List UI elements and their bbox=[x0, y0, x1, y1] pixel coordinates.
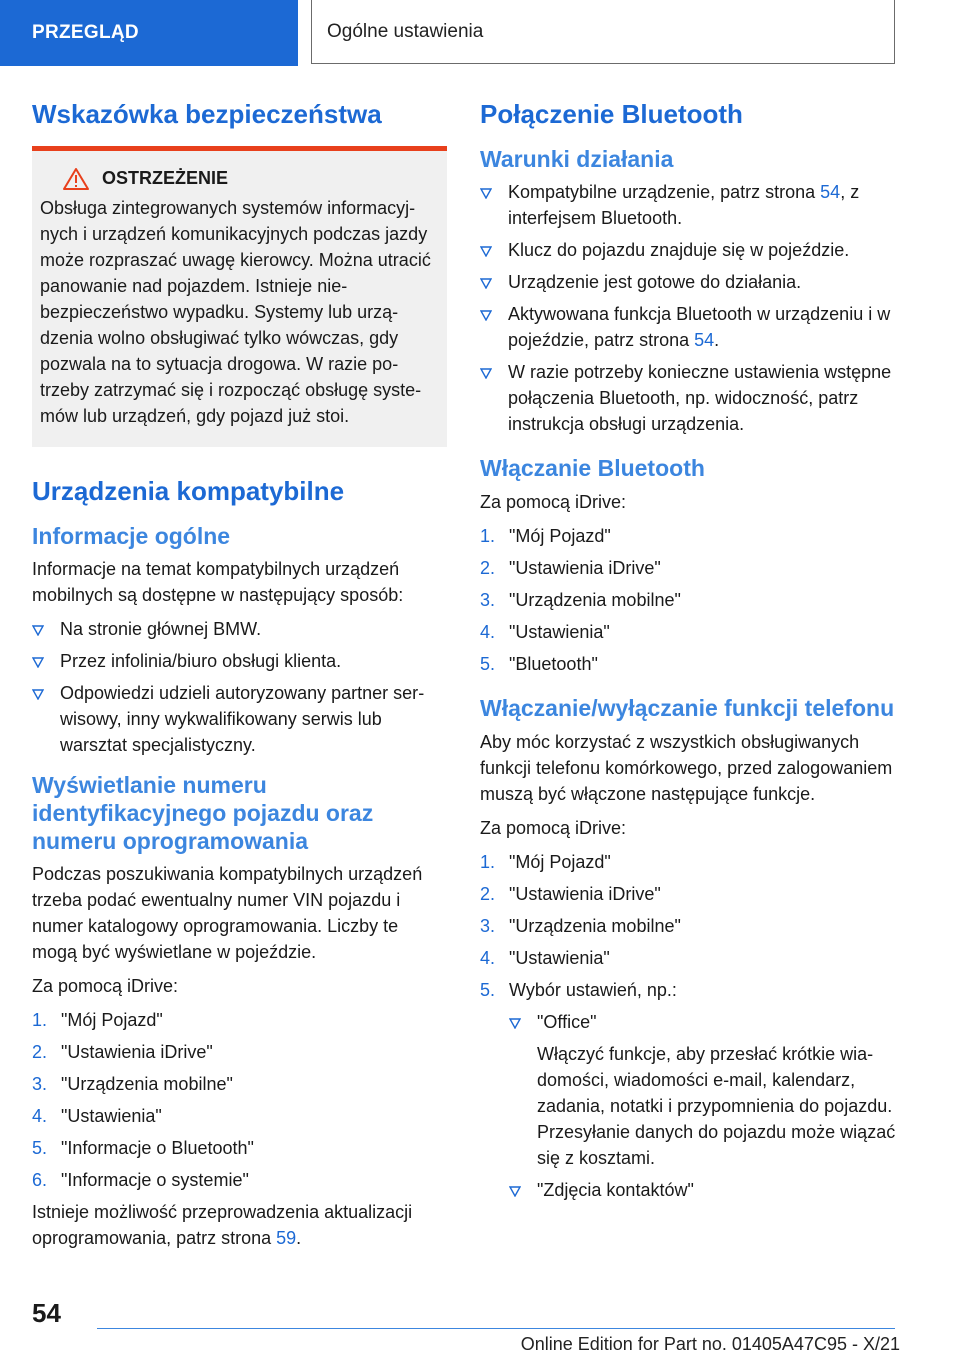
list-item: Aktywowana funkcja Bluetooth w urządzeniu i w pojeździe, patrz strona 54. bbox=[480, 301, 900, 353]
page-link-54[interactable]: 54 bbox=[694, 330, 715, 351]
warning-text: Obsługa zintegrowanych systemów informacyjnych i urządzeń komunikacyjnych podczas jazdy może rozpraszać uwagę kierowcy. Można utracić panowanie nad pojazdem. Istnieje niebezpieczeństwo wypadku. Systemy lub urządzenia wolno obsługiwać tylko wówczas, gdy pozwala na to sytuacja drogowa. W razie potrzeby zatrzymać się i rozpocząć obsługę systemów lub urządzeń, gdy pojazd już stoi. bbox=[40, 197, 431, 426]
list-item: 3. "Urządzenia mobilne" bbox=[32, 1074, 233, 1095]
triangle-bullet-icon bbox=[480, 367, 492, 379]
vin-title: Wyświetlanie numeru identyfikacyjnego pojazdu oraz numeru oprogramowania bbox=[32, 772, 374, 854]
triangle-bullet-icon bbox=[32, 688, 44, 700]
triangle-bullet-icon bbox=[480, 277, 492, 289]
general-list bbox=[32, 616, 447, 758]
list-item: 3. "Urządzenia mobilne" bbox=[480, 915, 681, 936]
compat-title: Urządzenia kompatybilne bbox=[32, 475, 345, 506]
general-title: Informacje ogólne bbox=[32, 522, 231, 549]
phone-text: Aby móc korzystać z wszystkich obsługiwanych funkcji telefonu komórkowego, przed zalogowaniem muszą być włączone następujące funkcje. bbox=[480, 731, 893, 804]
list-item: 4. "Ustawienia" bbox=[480, 622, 610, 643]
page-link-59[interactable]: 59 bbox=[276, 1228, 297, 1249]
list-item: Urządzenie jest gotowe do działania. bbox=[480, 269, 900, 295]
idrive-intro: Za pomocą iDrive: bbox=[32, 976, 179, 997]
list-item: 5. "Bluetooth" bbox=[480, 654, 598, 675]
list-item: 6. "Informacje o systemie" bbox=[32, 1170, 249, 1191]
cond-title: Warunki działania bbox=[480, 145, 674, 172]
list-item: 1. "Mój Pojazd" bbox=[480, 851, 611, 872]
triangle-bullet-icon bbox=[32, 624, 44, 636]
warning-header bbox=[42, 167, 439, 191]
list-item: Na stronie głównej BMW. bbox=[32, 616, 447, 642]
footer-edition: Online Edition for Part no. 01405A47C95 - X/21 bbox=[520, 1334, 900, 1354]
list-item: 3. "Urządzenia mobilne" bbox=[480, 590, 681, 611]
list-item: Klucz do pojazdu znajduje się w pojeździe. bbox=[480, 237, 900, 263]
triangle-bullet-icon bbox=[32, 656, 44, 668]
enable-title: Włączanie Bluetooth bbox=[480, 455, 705, 482]
phone-title: Włączanie/wyłączanie funkcji telefonu bbox=[480, 695, 895, 722]
list-item: 1. "Mój Pojazd" bbox=[32, 1010, 163, 1031]
general-text: Informacje na temat kompatybilnych urządzeń mobilnych są dostępne w następujący sposób: bbox=[32, 559, 404, 606]
footer-divider bbox=[97, 1328, 895, 1329]
page-number: 54 bbox=[32, 1298, 61, 1328]
triangle-bullet-icon bbox=[509, 1017, 521, 1029]
list-item: W razie potrzeby konieczne ustawienia wstępne połączenia Bluetooth, np. widoczność, patrz instrukcja obsługi urządzenia. bbox=[480, 359, 900, 437]
phone-steps bbox=[480, 849, 900, 1203]
list-item: 1. "Mój Pojazd" bbox=[480, 526, 611, 547]
warning-label: OSTRZEŻENIE bbox=[102, 168, 229, 189]
update-text: Istnieje możliwość przeprowadzenia aktualizacji oprogramowania, patrz strona 59. bbox=[32, 1202, 413, 1249]
tab-overview[interactable]: PRZEGLĄD bbox=[0, 0, 298, 66]
phone-intro: Za pomocą iDrive: bbox=[480, 817, 627, 838]
triangle-bullet-icon bbox=[509, 1185, 521, 1197]
list-item: Przez infolinia/biuro obsługi klienta. bbox=[32, 648, 447, 674]
list-item: 5. "Informacje o Bluetooth" bbox=[32, 1138, 254, 1159]
warning-box bbox=[32, 146, 447, 447]
list-item: 4. "Ustawienia" bbox=[32, 1106, 162, 1127]
enable-steps bbox=[480, 523, 900, 677]
phone-sub-list bbox=[509, 1009, 900, 1203]
list-item: 2. "Ustawienia iDrive" bbox=[32, 1042, 213, 1063]
vin-text: Podczas poszukiwania kompatybilnych urządzeń trzeba podać ewentualny numer VIN pojazdu i numer katalogowy oprogramowania. Liczby te mogą być wyświetlane w pojeździe. bbox=[32, 864, 423, 963]
list-item: "Zdjęcia kontaktów" bbox=[509, 1177, 900, 1203]
list-item: Kompatybilne urządzenie, patrz strona 54, z interfejsem Bluetooth. bbox=[480, 179, 900, 231]
triangle-bullet-icon bbox=[480, 309, 492, 321]
tab-section-title[interactable]: Ogólne ustawienia bbox=[311, 0, 895, 64]
vin-steps bbox=[32, 1007, 447, 1193]
bt-title: Połączenie Bluetooth bbox=[480, 99, 743, 129]
warning-triangle-icon bbox=[62, 167, 90, 191]
cond-list bbox=[480, 179, 900, 437]
page-header bbox=[0, 0, 960, 66]
safety-title: Wskazówka bezpieczeństwa bbox=[32, 99, 382, 129]
left-column bbox=[32, 100, 447, 1259]
list-item: "Office" Włączyć funkcje, aby przesłać krótkie wiadomości, wiadomości e-mail, kalendarz, zadania, notatki i przypomnienia do pojazdu. Przesyłanie danych do pojazdu może wiązać się z kosztami. bbox=[509, 1009, 900, 1171]
enable-intro: Za pomocą iDrive: bbox=[480, 492, 627, 513]
list-item: 4. "Ustawienia" bbox=[480, 947, 610, 968]
page-link-54[interactable]: 54 bbox=[820, 182, 841, 203]
list-item: 2. "Ustawienia iDrive" bbox=[480, 883, 661, 904]
list-item: Odpowiedzi udzieli autoryzowany partner serwisowy, inny wykwalifikowany serwis lub warsztat specjalistyczny. bbox=[32, 680, 447, 758]
right-column bbox=[480, 100, 900, 1209]
list-item: 5. Wybór ustawień, np.: "Office" Włączyć funkcje, aby przesłać krótkie wiadomości, wiadomości e-mail, kalendarz, zadania, notatki i przypomnienia do pojazdu. Przesyłanie danych do pojazdu może wiązać się z kosztami. "Zdjęcia kontaktów" bbox=[480, 977, 900, 1203]
triangle-bullet-icon bbox=[480, 187, 492, 199]
triangle-bullet-icon bbox=[480, 245, 492, 257]
list-item: 2. "Ustawienia iDrive" bbox=[480, 558, 661, 579]
